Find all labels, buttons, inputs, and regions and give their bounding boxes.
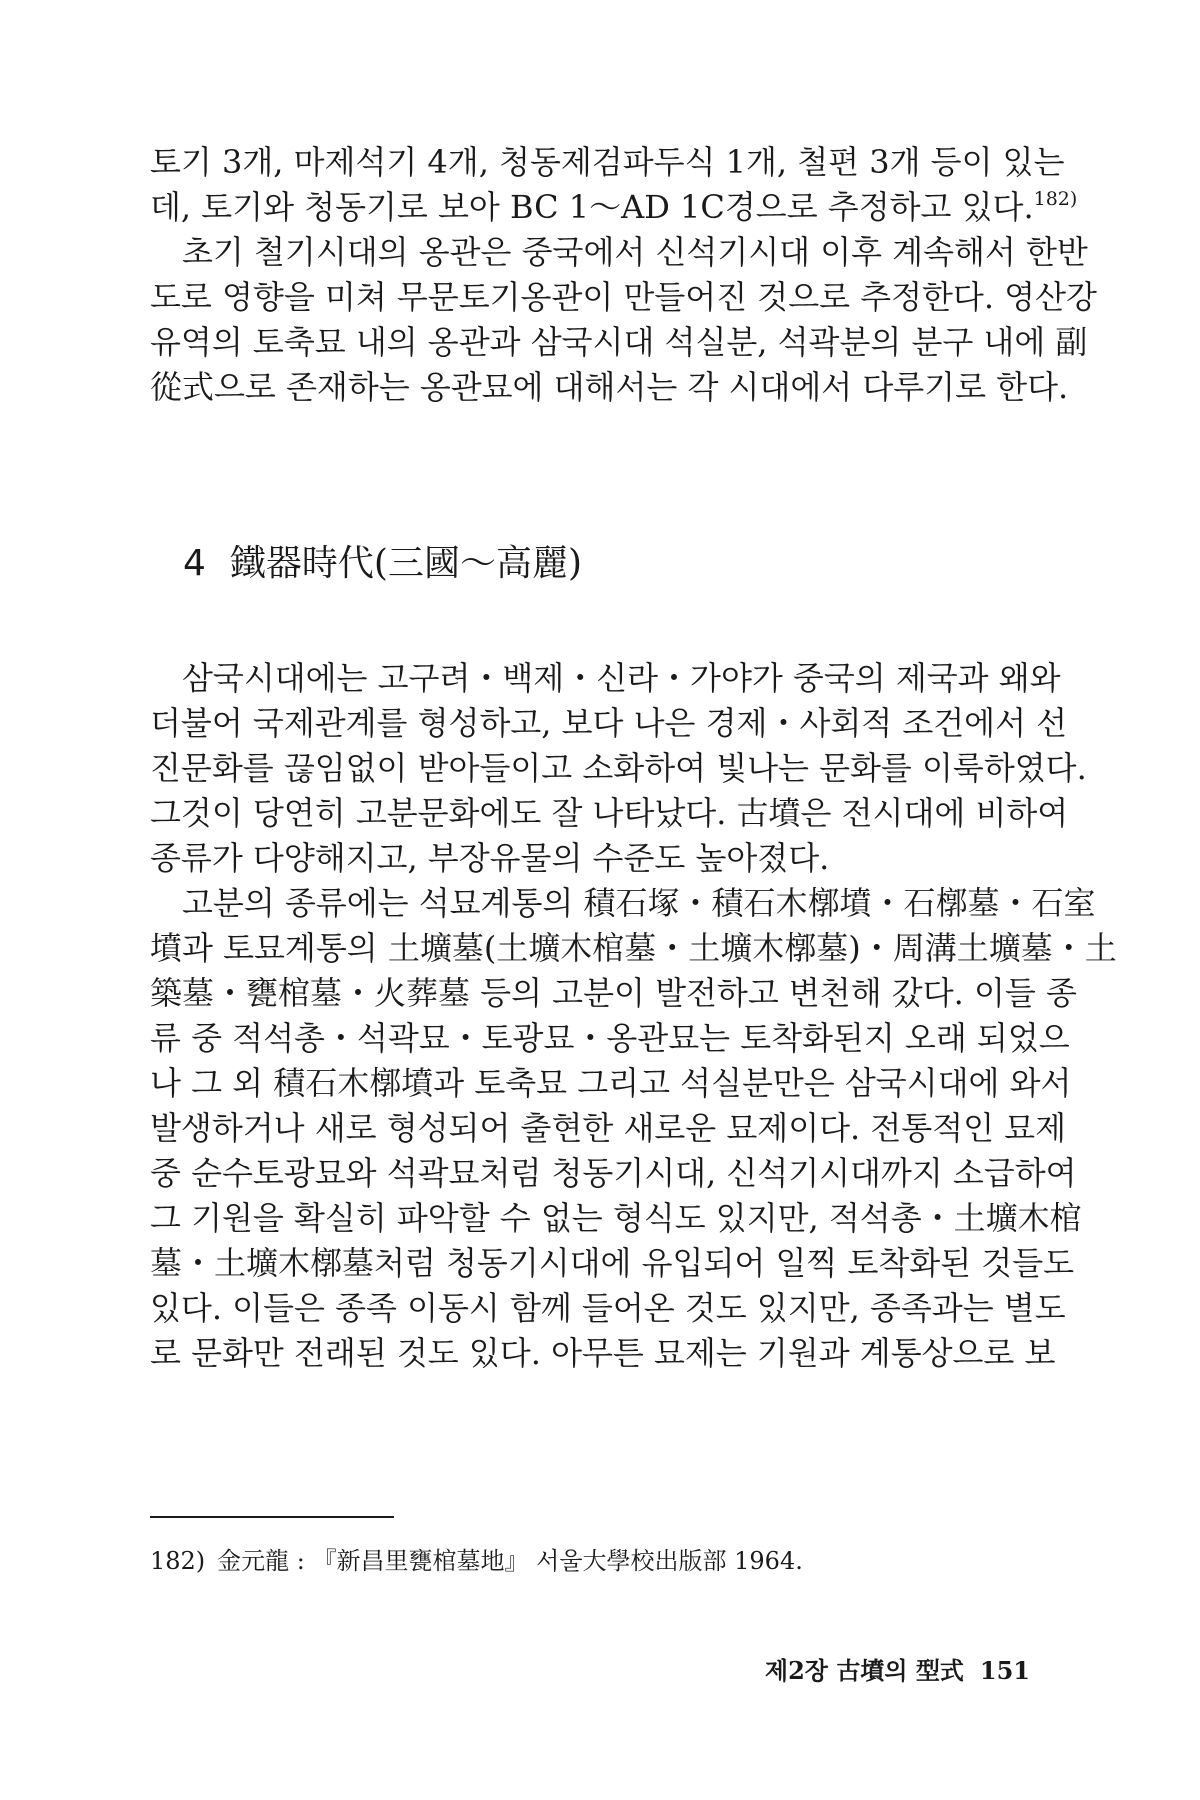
footnote-text: 金元龍 : 『新昌里甕棺墓地』 서울大學校出版部 1964. [217,1547,803,1575]
text-line: 로 문화만 전래된 것도 있다. 아무튼 묘제는 기원과 계통상으로 보 [150,1334,1056,1372]
text-line: 토기 3개, 마제석기 4개, 청동제검파두식 1개, 철편 3개 등이 있는 [150,143,1065,181]
section-heading [183,540,582,588]
section-title: 鐵器時代(三國～高麗) [229,543,582,584]
text-line: 발생하거나 새로 형성되어 출현한 새로운 묘제이다. 전통적인 묘제 [150,1109,1067,1147]
text-line: 그 기원을 확실히 파악할 수 없는 형식도 있지만, 적석총・土壙木棺 [150,1199,1082,1237]
text-line-content: 데, 토기와 청동기로 보아 BC 1～AD 1C경으로 추정하고 있다. [150,188,1034,226]
footnote-divider [150,1516,394,1518]
text-line: 종류가 다양해지고, 부장유물의 수준도 높아졌다. [150,839,830,877]
text-line: 유역의 토축묘 내의 옹관과 삼국시대 석실분, 석곽분의 분구 내에 副 [150,323,1088,361]
text-line: 築墓・甕棺墓・火葬墓 등의 고분이 발전하고 변천해 갔다. 이들 종 [150,974,1077,1012]
text-line: 從式으로 존재하는 옹관묘에 대해서는 각 시대에서 다루기로 한다. [150,368,1069,406]
text-line: 墳과 토묘계통의 土壙墓(土壙木棺墓・土壙木槨墓)・周溝土壙墓・土 [150,929,1117,967]
footnote [150,1545,803,1577]
running-footer [765,1655,1030,1687]
paragraph-ongwan [150,230,1097,410]
text-line: 그것이 당연히 고분문화에도 잘 나타났다. 古墳은 전시대에 비하여 [150,794,1069,832]
chapter-title: 제2장 古墳의 型式 [764,1656,964,1685]
text-line: 중 순수토광묘와 석곽묘처럼 청동기시대, 신석기시대까지 소급하여 [150,1154,1077,1192]
text-line [150,185,1078,230]
text-line: 더불어 국제관계를 형성하고, 보다 나은 경제・사회적 조건에서 선 [150,704,1068,742]
text-line: 류 중 적석총・석곽묘・토광묘・옹관묘는 토착화된지 오래 되었으 [150,1019,1070,1057]
text-line: 초기 철기시대의 옹관은 중국에서 신석기시대 이후 계속해서 한반 [182,233,1088,271]
paragraph-samguk [150,656,1087,881]
text-block-top [150,140,1097,410]
text-line: 있다. 이들은 종족 이동시 함께 들어온 것도 있지만, 종족과는 별도 [150,1289,1066,1327]
footnote-reference: 182) [1033,188,1078,210]
paragraph-continuation [150,140,1078,230]
text-line: 삼국시대에는 고구려・백제・신라・가야가 중국의 제국과 왜와 [182,659,1061,697]
text-line: 墓・土壙木槨墓처럼 청동기시대에 유입되어 일찍 토착화된 것들도 [150,1244,1075,1282]
text-line: 진문화를 끊임없이 받아들이고 소화하여 빛나는 문화를 이룩하였다. [150,749,1087,787]
text-line: 고분의 종류에는 석묘계통의 積石塚・積石木槨墳・石槨墓・石室 [182,884,1096,922]
paragraph-gobun-types [150,881,1117,1376]
page-number: 151 [979,1656,1030,1685]
text-line: 나 그 외 積石木槨墳과 토축묘 그리고 석실분만은 삼국시대에 와서 [150,1064,1072,1102]
text-block-main [150,656,1117,1376]
footnote-number: 182) [150,1547,206,1575]
section-number: 4 [183,543,206,584]
text-line: 도로 영향을 미쳐 무문토기옹관이 만들어진 것으로 추정한다. 영산강 [150,278,1097,316]
